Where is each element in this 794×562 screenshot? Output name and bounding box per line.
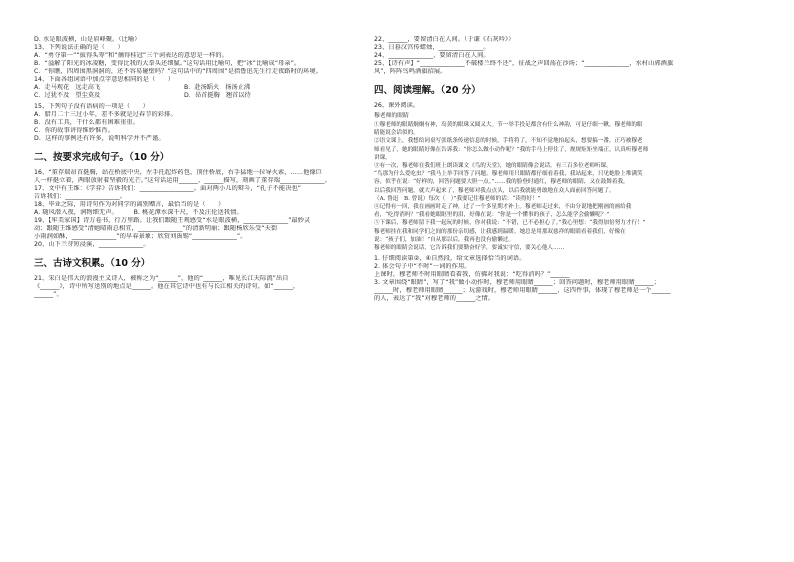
question-line: 动；跟随王维感受“清她晴雨总相宜，______________”的清新明丽；跟随杨欣乐受“天街: [34, 225, 278, 232]
q14-option-row-2: [34, 92, 364, 100]
question-line: 25、【诗有声】“______________不破楼兰终不还”，征战之声回荡在沙场；“______________，水村山郭酒旗: [374, 60, 674, 67]
question-line: 20、山下兰芽短浸溪，______________。: [34, 241, 150, 248]
question-line: 的人，表达了“我”对穆老师的______之情。: [374, 295, 495, 303]
passage-line: ②语文课上，我想给同桌写张纸条传递信息的时候，手将将了，不知不觉地抬起头，想要搞一番，正巧被穆老: [374, 138, 643, 145]
question-line: 24、______________，要留清白在人间。: [374, 52, 490, 59]
q14-option-row-1: [34, 84, 364, 92]
passage-line: 讲课。: [374, 154, 391, 161]
section-2-title: 二、按要求完成句子。（10 分）: [34, 152, 170, 163]
question-line: 上课时，穆老师不时用眼睛看着我，仿佛对我说：“吃得消吗？”______: [374, 271, 570, 279]
left-column: [34, 36, 364, 299]
question-line: 1. 仔细阅读第②、④自然段，给文章选择恰当的词语。: [374, 255, 526, 263]
passage-line: ⑤下课后，穆老师留下我一起玩的时候，你对我说：“不错，已不必担心了。”我心里想：“我得加倍努力才行！”: [374, 220, 646, 227]
question-line: 人一样挺立着，两眼放射着坚毅的光芒。”这句话运用______、______描写，刻画了董存瑞______________。: [34, 177, 332, 184]
question-line: C．“你瞧，四周围黑洞洞的，还不容易碰壁吗？”这句话中的“四周围”是指鲁迅先生行走夜路时的环境。: [34, 68, 323, 75]
question-line: 《______》，诗中所写送别的地点是______。他在其它诗中也有与长江相关的诗句，如“______，: [34, 283, 300, 290]
question-line: B．“溢解了阳光的冰凌糖，变得比我的大拳头还细腻。”这句话用比喻句，把“冰”比喻成“母亲”。: [34, 60, 301, 67]
question-line: 15、下列句子没有语病的一项是（ ）: [34, 103, 149, 110]
passage-line: “鸟那为什么爱吃虫？”我马上举手回答了问题。穆老师用只眼睛都仔细看着我，我站起来，只见她脸上堆满笑: [374, 171, 643, 178]
question-line: 19、【牢美家国】诗万卷书，行万里路。让我们跟随王观感受“水是眼波横，______________”最妙灵: [34, 217, 311, 224]
question-line: D. 水是眼波横，山是眉峰聚。（比喻）: [34, 36, 141, 43]
right-column: [374, 36, 708, 303]
passage-line: ①穆老师的眼睛炯炯有神，岛黄的眼珠又圆又大。节一举手投足都含有什么神韵，可是仔细一瞅，穆老师的眼: [374, 122, 643, 128]
passage-line: （A. 鲁迅 B. 曾说）每次（ ）”我要记住穆老师的话：“读得好！”: [374, 195, 541, 202]
passage-line: 师看见了，她的眼睛好像在告诉我：“你怎么做小动作呢？”我的手马上停住了，规规矩矩坐端正，认真听穆老师: [374, 146, 649, 153]
question-line: 14、下面各组词语中加点字意思相同的是（ ）: [34, 76, 175, 83]
question-line: 3. 文章围绕“眼睛”，写了“我”做小动作时，穆老师用眼睛______；回答问题时，穆老师用眼睛______；: [374, 279, 661, 287]
passage-line: ③有一次，穆老师在我们班上朗读课文《鸟的天堂》，她的眼睛像会说话。有三百多位老师听课。: [374, 163, 612, 170]
section-4-title: 四、阅读理解。（20 分）: [374, 85, 481, 96]
passage-line: 以后我回答问题，就大声起来了，穆老师对我点点头，以后我就能勇敢地在众人面前回答问题了。: [374, 187, 615, 194]
passage-line: 穆老师的眼睛会说话，它告诉我们要勤奋好学，要诚实守信，要关心他人……: [374, 245, 565, 252]
question-line: 17、文中有王维：《学弈》告诉我们：_________________。面对两小儿的辩斗，“孔子不能决也”: [34, 185, 302, 192]
question-line: 21、宋白是伟大的浪漫主义诗人，被称之为“______”，他的“______，唯见长江天际流”出自: [34, 275, 289, 282]
passage-line: 说：“孩子们，加油！”自从那以后，我再也没有偷懒过。: [374, 236, 514, 243]
question-line: 风”，阵阵鸟鸣酒旗招展。: [374, 68, 447, 75]
question-line: C．你的故事讲得惟妙惟肖。: [34, 127, 114, 134]
question-line: D．这样的事例还有许多，说明科学并不严谨。: [34, 135, 165, 142]
passage-line: 睛能说会话似的。: [374, 130, 419, 137]
q14-option-d: D．昂首挺胸 翘首以待: [184, 92, 251, 99]
passage-line: 容，似乎在说：“好样的，回答问题要大胆一点。”……我的脸登时通红，穆老师的眼睛，又在鼓舞着我，: [374, 179, 629, 186]
question-line: 小雨润如酥，______________”的早春景象；欣赏刘禹锡“______________”。: [34, 233, 247, 240]
section-3-title: 三、古诗文积累。（10 分）: [34, 258, 151, 269]
question-line: A．“勇夺第一”“拔得头筹”和“摘得桂冠”三个词表达的意思是一样的。: [34, 52, 228, 59]
q14-option-b: B．赴汤蹈火 扬汤止沸: [184, 84, 251, 91]
question-line: ______时，穆老师用眼睛______；玩游戏时，穆老师用眼睛______，这四件事，体现了穆老师是一个______: [374, 287, 671, 295]
question-line: A．腊月二十三过小年，差不多就是过春节的彩排。: [34, 111, 177, 118]
passage-line: 看，“吃得消吗？”我看她眼眶里的泪，好像在说：“你是一个懂事的孩子，怎么能学会偷懒呢？”: [374, 212, 610, 219]
question-line: 18、毕业之际，用诗句作为对同学的离别赠言，最恰当的是（ ）: [34, 201, 225, 208]
question-line: A. 随风潜入夜，润物细无声。 B. 桃花潭水深千尺，不及汪伦送我情。: [34, 209, 243, 216]
question-line: 告诉我们：_________________。: [34, 193, 127, 200]
question-line: 22、______，要留清白在人间。（于谦《石灰吟》）: [374, 36, 515, 43]
question-line: 23、日暮汉宫传蜡烛，______________。: [374, 44, 490, 51]
question-line: 2. 体会句子中“不时”一词的作用。: [374, 263, 471, 271]
q14-option-a: A．走马观花 远走高飞: [34, 84, 101, 91]
question-line: ______”。: [34, 291, 63, 298]
question-line: B．没有工具，干什么都有困难重重。: [34, 119, 139, 126]
passage-line: ④记得有一回，我在画画时走了神，过了一个多星期才补上。穆老师走过来，不由分说地把刚画的画给我: [374, 204, 632, 211]
passage-title: 穆老师的眼睛: [374, 113, 409, 119]
question-26: 26、课外阅读。: [374, 102, 419, 109]
question-line: 16、“董存瑞昂首挺胸，站在桥底中央，左手托起炸药包，顶住桥底，右手猛地一拉导火索，……他像巨: [34, 169, 323, 176]
question-line: 13、下列说法正确的是（ ）: [34, 44, 124, 51]
q14-option-c: C．过犹不及 望尘莫及: [34, 92, 101, 99]
passage-line: 穆老师挂在我和同学们之间的那份亲切感，让我感到温暖。她总是用那双慈祥的眼睛看着我们，好像在: [374, 228, 626, 235]
